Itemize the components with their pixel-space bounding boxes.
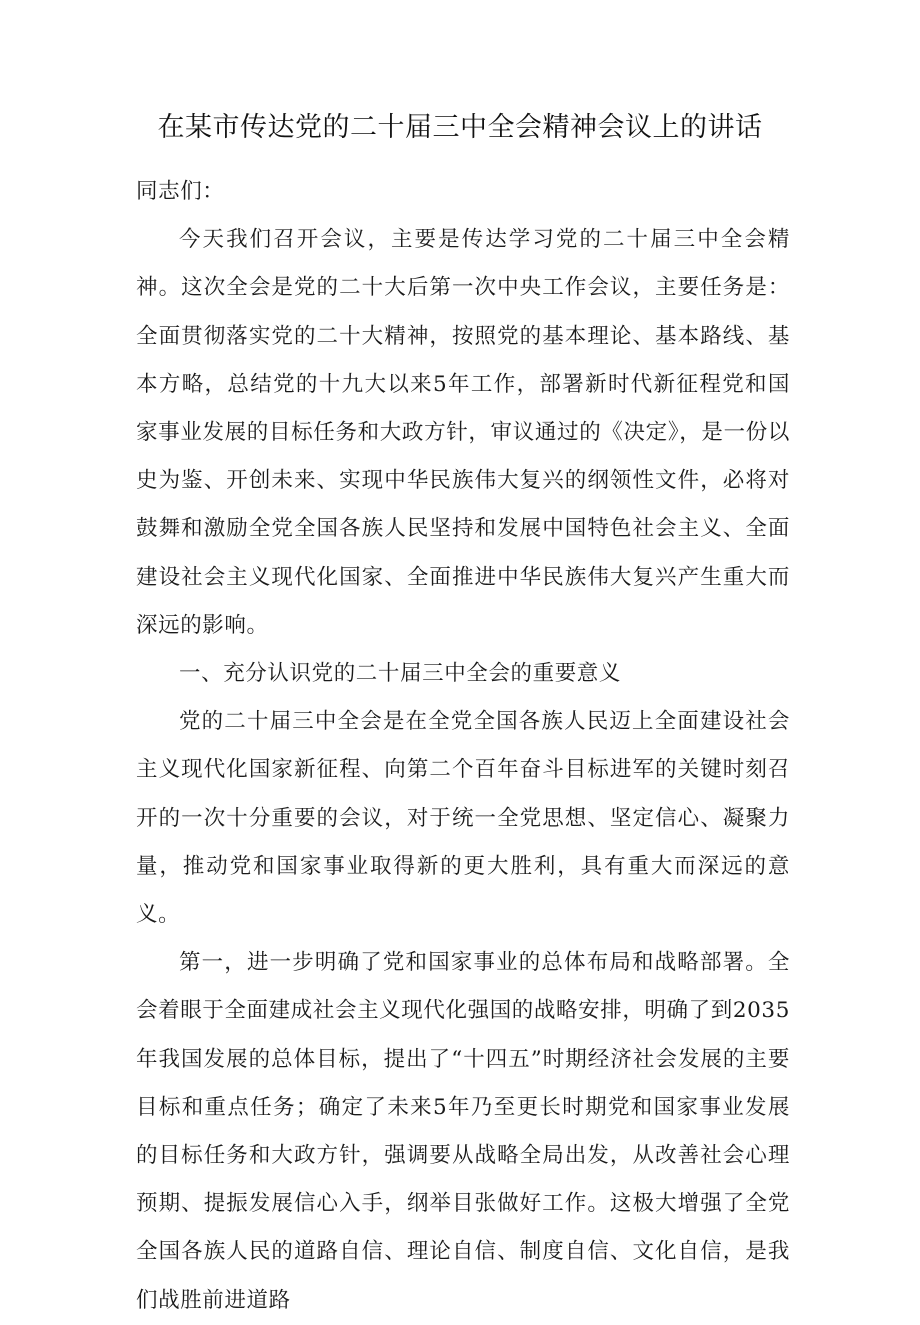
document-body	[136, 168, 790, 1325]
greeting: 同志们：	[136, 179, 225, 204]
section-heading-1: 一、充分认识党的二十届三中全会的重要意义	[179, 661, 622, 687]
paragraph-intro: 今天我们召开会议，主要是传达学习党的二十届三中全会精神。这次全会是党的二十大后第一次中央工作会议，主要任务是：全面贯彻落实党的二十大精神，按照党的基本理论、基本路线、基本方略，总结党的十九大以来5年工作，部署新时代新征程党和国家事业发展的目标任务和大政方针，审议通过的《决定》，是一份以史为鉴、开创未来、实现中华民族伟大复兴的纲领性文件，必将对鼓舞和激励全党全国各族人民坚持和发展中国特色社会主义、全面建设社会主义现代化国家、全面推进中华民族伟大复兴产生重大而深远的影响。	[136, 227, 790, 638]
paragraph-first-point: 第一，进一步明确了党和国家事业的总体布局和战略部署。全会着眼于全面建成社会主义现代化强国的战略安排，明确了到2035年我国发展的总体目标，提出了“十四五”时期经济社会发展的主要目标和重点任务；确定了未来5年乃至更长时期党和国家事业发展的目标任务和大政方针，强调要从战略全局出发，从改善社会心理预期、提振发展信心入手，纲举目张做好工作。这极大增强了全党全国各族人民的道路自信、理论自信、制度自信、文化自信，是我们战胜前进道路	[136, 950, 790, 1313]
document-title: 在某市传达党的二十届三中全会精神会议上的讲话	[157, 112, 763, 143]
paragraph-significance: 党的二十届三中全会是在全党全国各族人民迈上全面建设社会主义现代化国家新征程、向第二个百年奋斗目标进军的关键时刻召开的一次十分重要的会议，对于统一全党思想、坚定信心、凝聚力量，推动党和国家事业取得新的更大胜利，具有重大而深远的意义。	[136, 709, 790, 928]
